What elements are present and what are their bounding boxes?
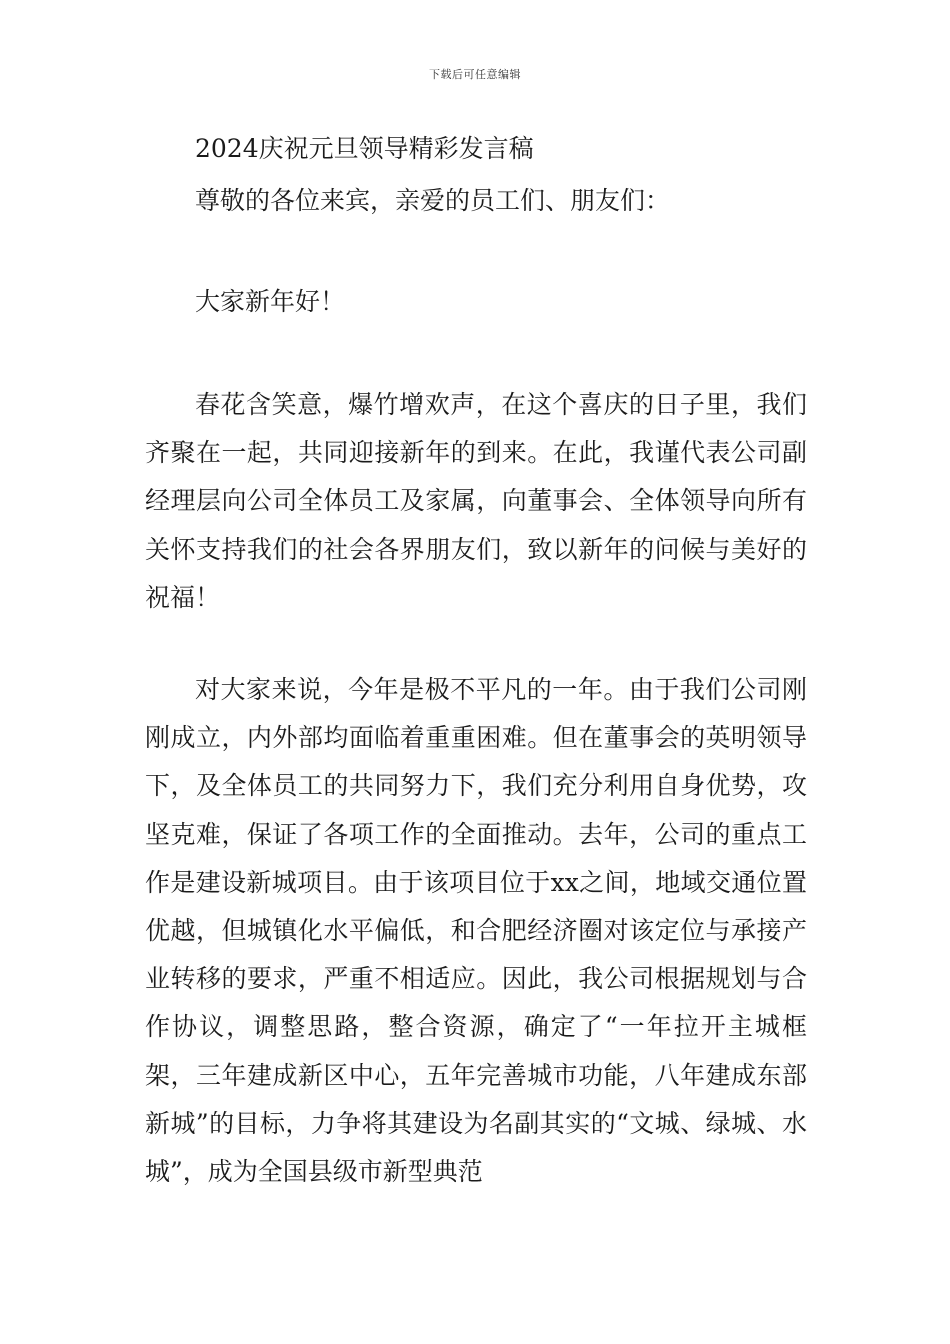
document-title: 2024庆祝元旦领导精彩发言稿 xyxy=(195,134,534,163)
paragraph: 春花含笑意，爆竹增欢声，在这个喜庆的日子里，我们齐聚在一起，共同迎接新年的到来。在此，我谨代表公司副经理层向公司全体员工及家属，向董事会、全体领导向所有关怀支持我们的社会各界朋友们，致以新年的问候与美好的祝福！ xyxy=(145,390,807,612)
header-note: 下载后可任意编辑 xyxy=(429,68,521,81)
paragraph: 对大家来说，今年是极不平凡的一年。由于我们公司刚刚成立，内外部均面临着重重困难。但在董事会的英明领导下，及全体员工的共同努力下，我们充分利用自身优势，攻坚克难，保证了各项工作的全面推动。去年，公司的重点工作是建设新城项目。由于该项目位于xx之间，地域交通位置优越，但城镇化水平偏低，和合肥经济圈对该定位与承接产业转移的要求，严重不相适应。因此，我公司根据规划与合作协议，调整思路，整合资源，确定了“一年拉开主城框架，三年建成新区中心，五年完善城市功能，八年建成东部新城”的目标，力争将其建设为名副其实的“文城、绿城、水城”，成为全国县级市新型典范 xyxy=(145,675,807,1187)
salutation: 尊敬的各位来宾，亲爱的员工们、朋友们： xyxy=(195,186,671,215)
greeting: 大家新年好！ xyxy=(195,287,346,316)
